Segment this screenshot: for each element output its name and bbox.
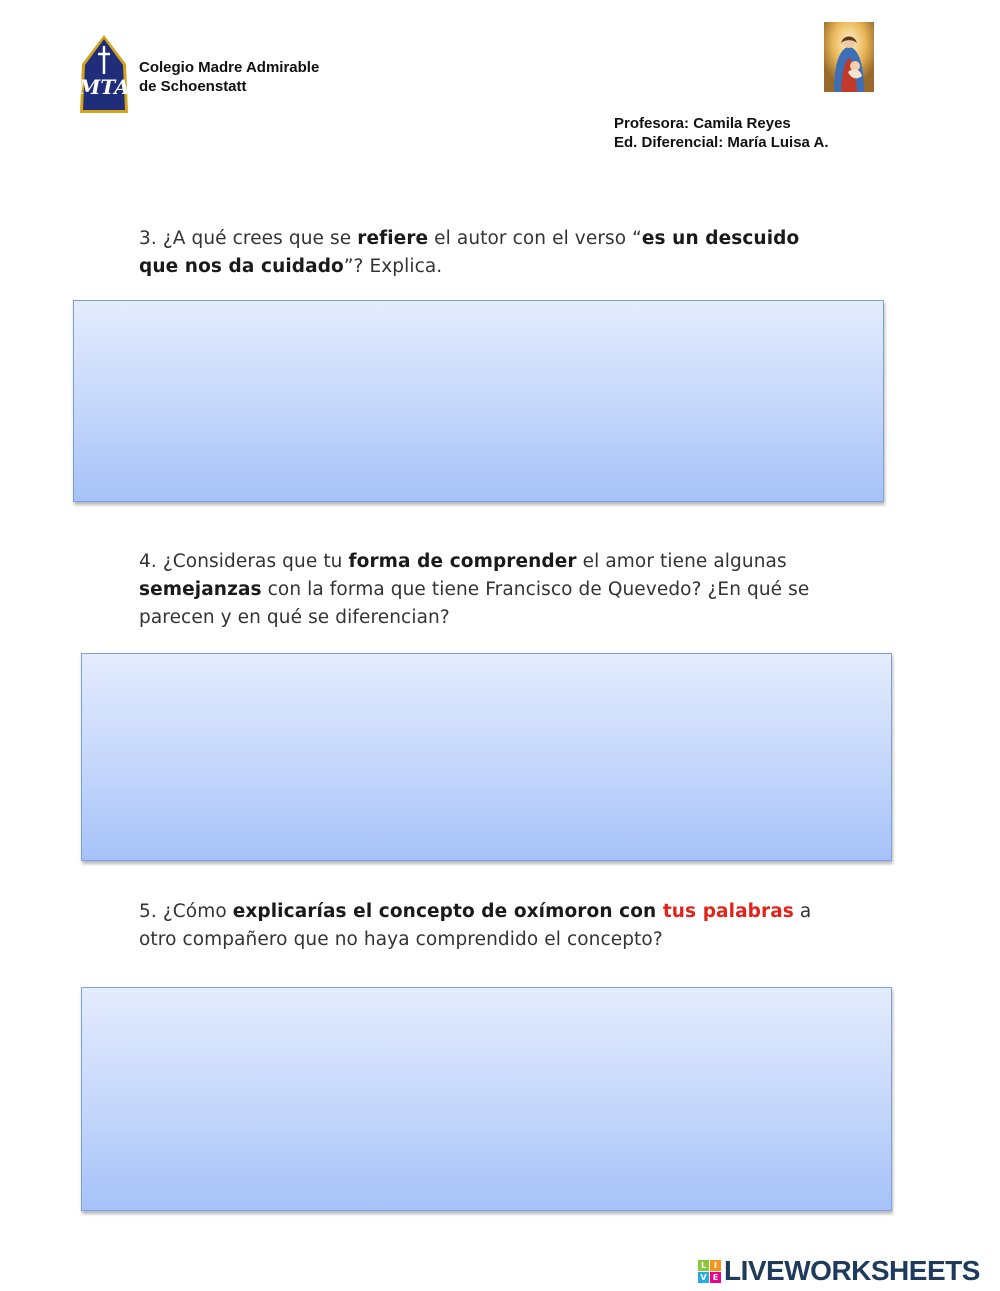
question-emphasis: forma de comprender xyxy=(348,551,577,572)
question-text: el amor tiene algunas xyxy=(576,551,787,572)
question-number: 3. xyxy=(139,228,157,249)
question-highlight: tus palabras xyxy=(662,901,794,922)
answer-box-question-5[interactable] xyxy=(81,987,892,1211)
school-name xyxy=(139,58,319,96)
school-name-line1: Colegio Madre Admirable xyxy=(139,59,320,76)
cube-letter: L xyxy=(698,1260,709,1271)
differential-ed-name: Ed. Diferencial: María Luisa A. xyxy=(614,134,829,151)
question-emphasis: es un descuido que nos da cuidado xyxy=(139,228,800,277)
virgin-mary-picture xyxy=(824,22,874,92)
question-emphasis: explicarías el concepto de oxímoron con xyxy=(232,901,663,922)
question-text: ¿Cómo xyxy=(156,901,233,922)
liveworksheets-wordmark: LIVEWORKSHEETS xyxy=(724,1255,980,1286)
question-3 xyxy=(139,225,839,281)
cube-letter: V xyxy=(698,1272,709,1283)
cube-letter: I xyxy=(710,1260,721,1271)
teacher-info xyxy=(614,114,829,152)
liveworksheets-logo[interactable] xyxy=(698,1255,980,1287)
question-text: ”? Explica. xyxy=(343,256,443,277)
question-text: a otro compañero que no haya comprendido el concepto? xyxy=(139,901,812,950)
question-number: 4. xyxy=(139,551,157,572)
liveworksheets-cube-icon xyxy=(698,1260,721,1283)
cube-letter: E xyxy=(710,1272,721,1283)
answer-box-question-3[interactable] xyxy=(73,300,884,502)
question-text: con la forma que tiene Francisco de Quevedo? ¿En qué se parecen y en qué se diferencian? xyxy=(139,579,810,628)
teacher-name: Profesora: Camila Reyes xyxy=(614,115,791,132)
logo-monogram: MTA xyxy=(78,75,130,99)
answer-box-question-4[interactable] xyxy=(81,653,892,861)
school-name-line2: de Schoenstatt xyxy=(139,78,247,95)
question-5 xyxy=(139,898,839,954)
question-text: ¿A qué crees que se xyxy=(156,228,358,249)
question-emphasis: semejanzas xyxy=(139,579,262,600)
question-text: el autor con el verso “ xyxy=(428,228,642,249)
question-text: ¿Consideras que tu xyxy=(156,551,349,572)
question-emphasis: refiere xyxy=(357,228,429,249)
question-4 xyxy=(139,548,839,632)
school-logo xyxy=(76,34,132,116)
question-number: 5. xyxy=(139,901,157,922)
